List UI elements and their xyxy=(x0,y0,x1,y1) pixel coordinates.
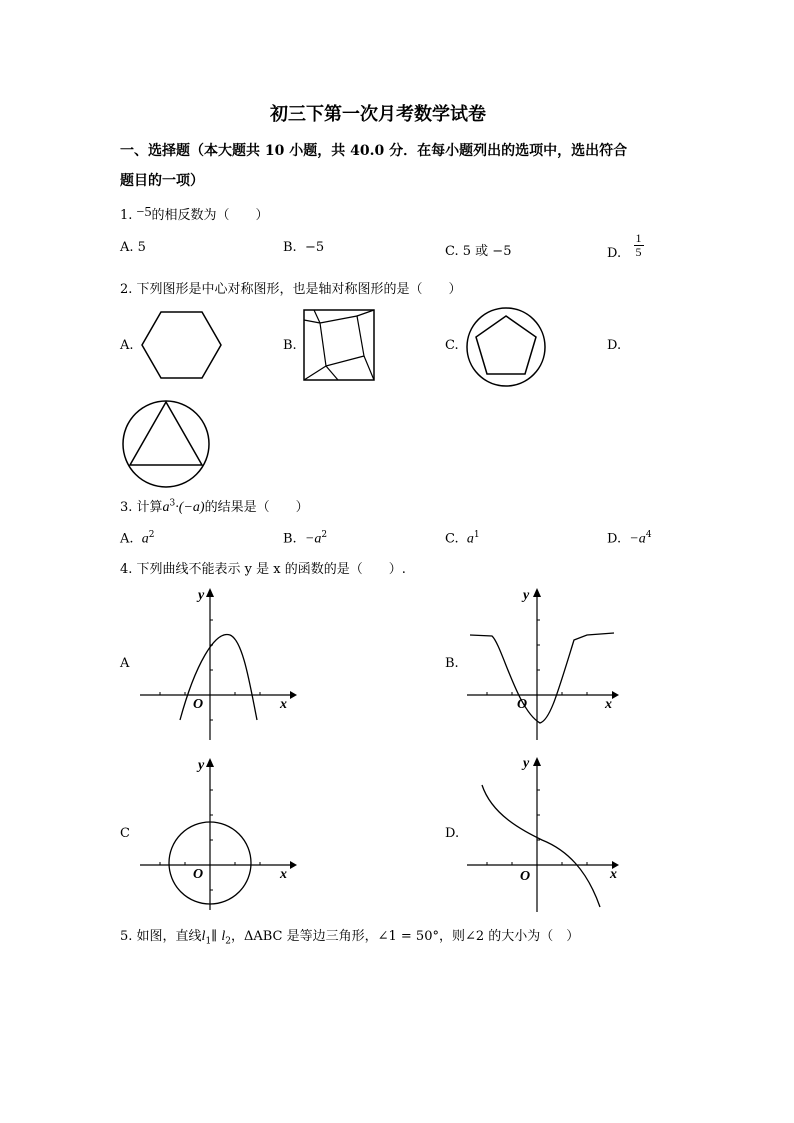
question-4-label-d: D. xyxy=(445,826,460,841)
graph-b-x-label: x xyxy=(605,697,612,712)
graph-c-axes xyxy=(140,758,297,910)
graph-c-y-label: y xyxy=(198,758,205,773)
question-3-option-c: C. $a^1$ xyxy=(445,530,480,547)
graph-d-axes xyxy=(467,757,619,912)
question-1-math: −5 xyxy=(136,205,152,220)
question-2-label-b: B. xyxy=(283,338,297,353)
graph-d-curve xyxy=(482,785,600,907)
question-4-label-b: B. xyxy=(445,656,459,671)
question-2-label-d: D. xyxy=(607,338,622,353)
page-title: 初三下第一次月考数学试卷 xyxy=(270,104,486,125)
graph-d-origin: O xyxy=(520,869,531,884)
graph-d xyxy=(462,750,632,915)
graph-a-y-label: y xyxy=(198,588,205,603)
question-2: 2. 下列图形是中心对称图形，也是轴对称图形的是（ ） xyxy=(120,282,462,297)
square-pinwheel-figure xyxy=(302,308,376,382)
question-4-label-c: C xyxy=(120,826,130,841)
question-1-text: 的相反数为（ ） xyxy=(151,208,269,223)
question-1-option-d: D. $\frac{1}{5}$ xyxy=(607,231,642,261)
graph-a-x-label: x xyxy=(280,697,287,712)
hexagon-figure xyxy=(140,310,224,382)
graph-b-y-label: y xyxy=(523,588,530,603)
triangle-in-circle-figure xyxy=(120,398,212,490)
graph-d-x-label: x xyxy=(610,867,617,882)
pentagon-in-circle-figure xyxy=(464,305,548,389)
graph-a xyxy=(135,585,300,745)
graph-c-origin: O xyxy=(193,867,204,882)
graph-d-y-label: y xyxy=(523,756,530,771)
question-4: 4. 下列曲线不能表示 y 是 x 的函数的是（ ）. xyxy=(120,562,406,577)
fraction: $\frac{1}{5}$ xyxy=(635,231,642,259)
question-2-label-a: A. xyxy=(120,338,134,353)
graph-c xyxy=(135,755,300,915)
section-header-line1: 一、选择题（本大题共 10 小题，共 40.0 分．在每小题列出的选项中，选出符合 xyxy=(120,143,628,159)
question-1 xyxy=(120,204,268,224)
question-1-number: 1. xyxy=(120,208,137,223)
question-1-option-a: A. 5 xyxy=(120,240,146,255)
question-3-option-a: A. $a^2$ xyxy=(120,530,155,547)
question-3-option-b: B. $-a^2$ xyxy=(283,530,328,547)
section-header-line2: 题目的一项） xyxy=(120,173,204,189)
graph-c-x-label: x xyxy=(280,867,287,882)
question-3: 3. 计算$a^3\cdot(-a)$的结果是（ ） xyxy=(120,498,309,515)
graph-a-axes xyxy=(140,588,297,740)
graph-b-axes xyxy=(467,588,619,740)
question-3-option-d: D. $-a^4$ xyxy=(607,530,652,547)
graph-b-curve xyxy=(470,633,614,723)
question-1-option-c: C. 5 或 −5 xyxy=(445,244,512,259)
graph-b-origin: O xyxy=(517,697,528,712)
graph-b xyxy=(462,585,627,745)
graph-a-origin: O xyxy=(193,697,204,712)
question-1-option-b: B. −5 xyxy=(283,240,325,255)
question-5: 5. 如图，直线$l_1\parallel$ $l_2$，ΔABC 是等边三角形，∠1 = 50°，则∠2 的大小为（ ） xyxy=(120,929,580,947)
question-4-label-a: A xyxy=(120,656,130,671)
graph-a-curve xyxy=(180,635,257,720)
question-2-label-c: C. xyxy=(445,338,459,353)
